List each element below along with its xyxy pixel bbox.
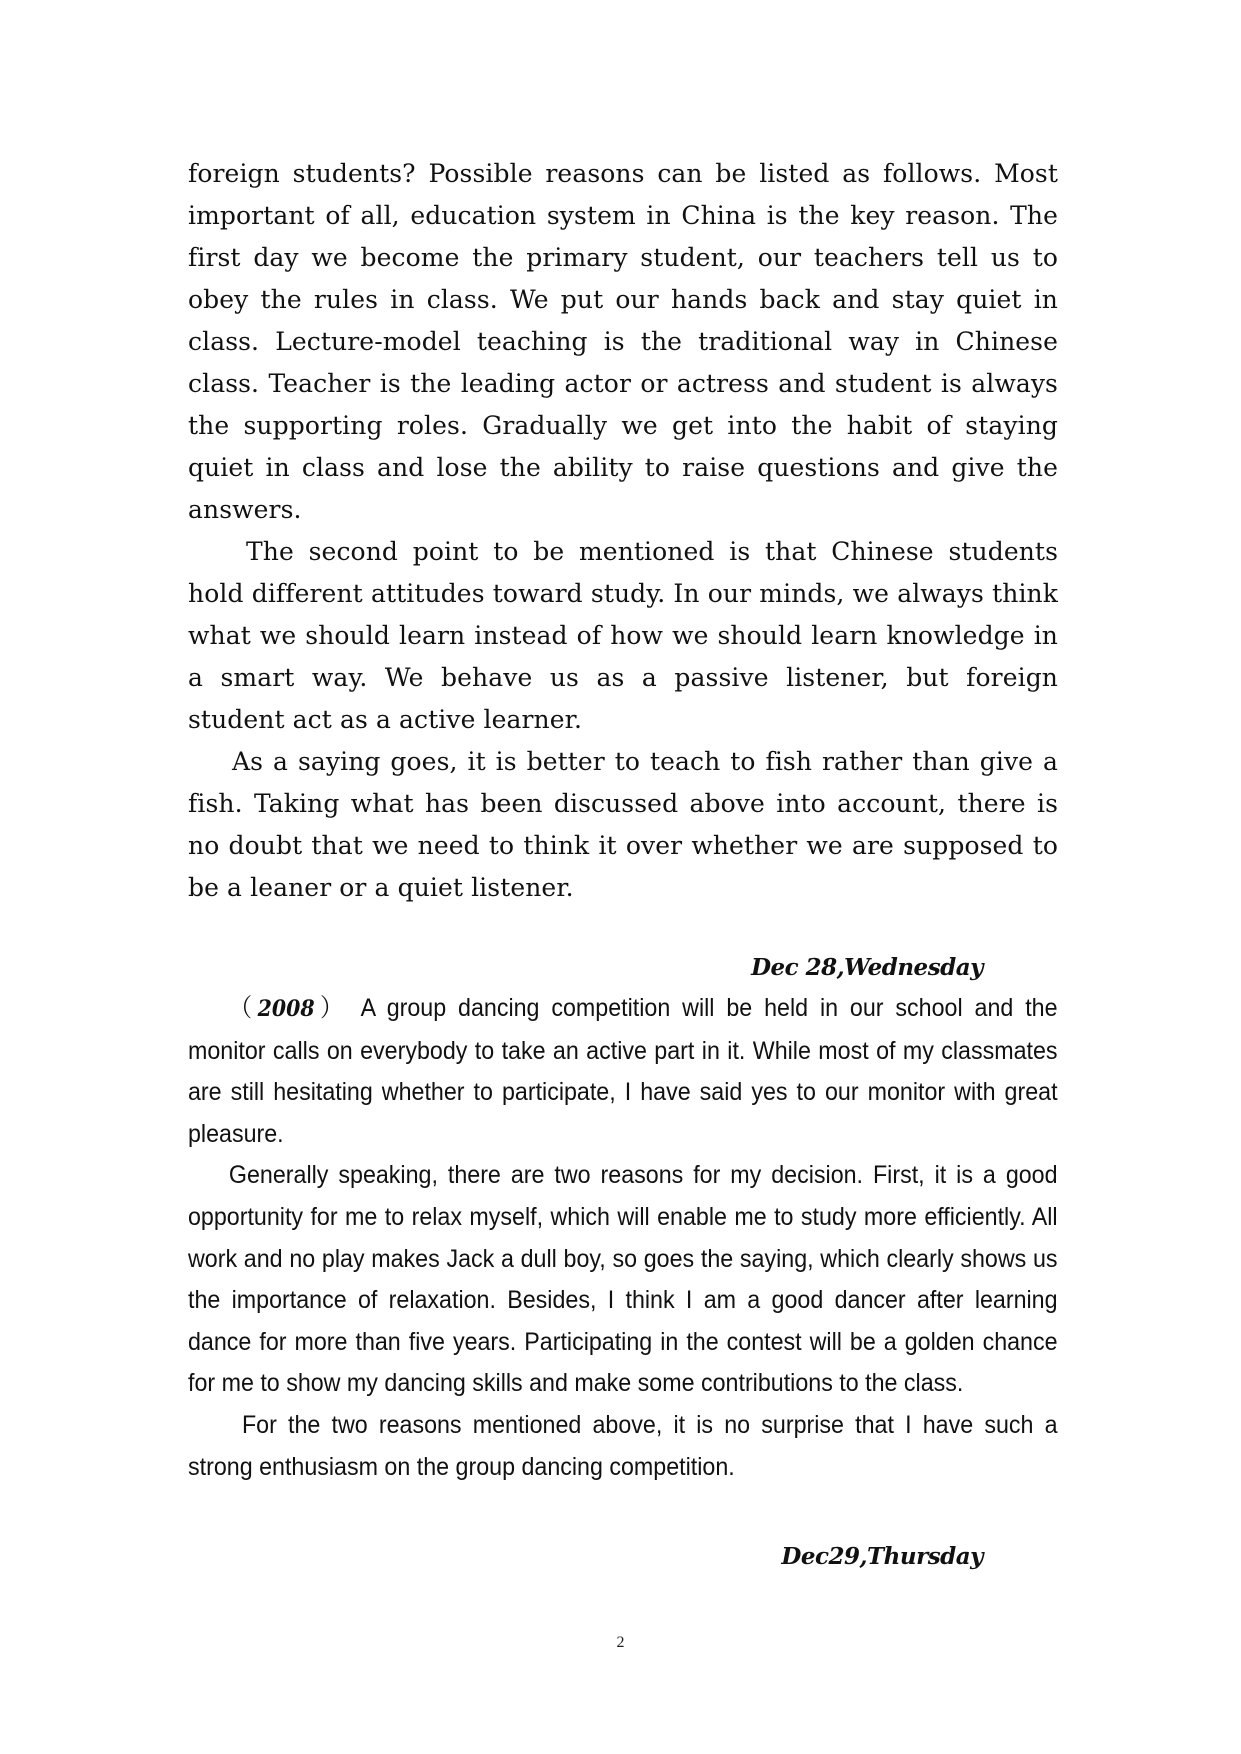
page-number: 2: [616, 1634, 625, 1651]
essay-1-body: [188, 153, 1058, 909]
essay-1-date: Dec 28,Wednesday: [751, 954, 983, 981]
essay-2-paragraph-1-text: A group dancing competition will be held in our school and the monitor calls on everybody to take an active part in it. While most of my classmates are still hesitating whether to participate, I have said yes to our monitor with great pleasure.: [188, 994, 1058, 1148]
essay-2-body: [188, 988, 1058, 1488]
essay-1-paragraph-2: The second point to be mentioned is that Chinese students hold different attitudes toward study. In our minds, we always think what we should learn instead of how we should learn knowledge in a smart way. We behave us as a passive listener, but foreign student act as a active learner.: [188, 537, 1058, 734]
essay-2-year: 2008: [257, 996, 315, 1022]
essay-2-paragraph-3: For the two reasons mentioned above, it is no surprise that I have such a strong enthusiasm on the group dancing competition.: [188, 1410, 1058, 1481]
essay-2-date: Dec29,Thursday: [781, 1543, 983, 1570]
essay-1-paragraph-1: foreign students? Possible reasons can be listed as follows. Most important of all, education system in China is the key reason. The first day we become the primary student, our teachers tell us to obey the rules in class. We put our hands back and stay quiet in class. Lecture-model teaching is the traditional way in Chinese class. Teacher is the leading actor or actress and student is always the supporting roles. Gradually we get into the habit of staying quiet in class and lose the ability to raise questions and give the answers.: [188, 159, 1058, 524]
year-open-bracket: （: [228, 994, 258, 1022]
essay-2-paragraph-1: [188, 988, 1058, 1155]
year-close-bracket: ）: [314, 994, 349, 1022]
essay-1-paragraph-3: As a saying goes, it is better to teach to fish rather than give a fish. Taking what has been discussed above into account, there is no doubt that we need to think it over whether we are supposed to be a leaner or a quiet listener.: [188, 747, 1058, 902]
essay-2-paragraph-2: Generally speaking, there are two reasons for my decision. First, it is a good opportunity for me to relax myself, which will enable me to study more efficiently. All work and no play makes Jack a dull boy, so goes the saying, which clearly shows us the importance of relaxation. Besides, I think I am a good dancer after learning dance for more than five years. Participating in the contest will be a golden chance for me to show my dancing skills and make some contributions to the class.: [188, 1161, 1058, 1398]
